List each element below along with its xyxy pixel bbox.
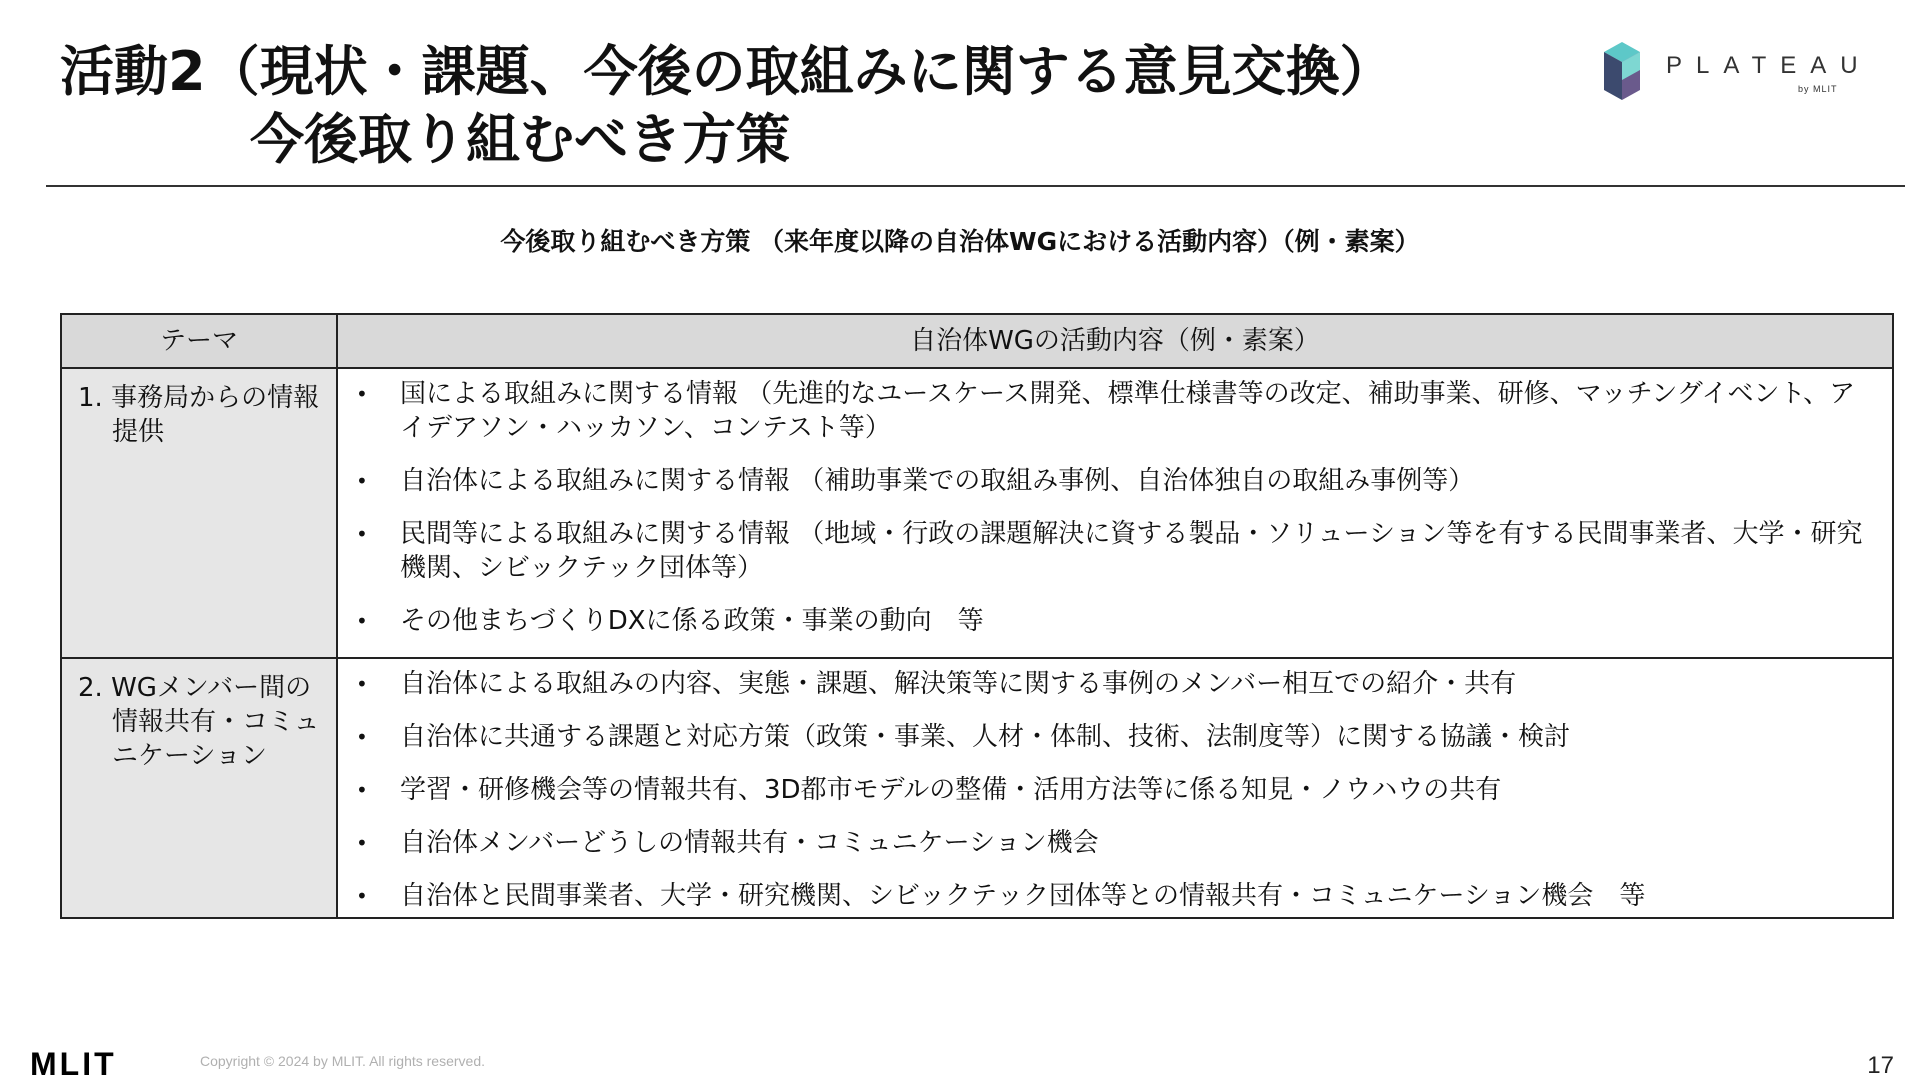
table-header-row	[61, 314, 1893, 368]
slide-title	[60, 38, 1394, 174]
list-item: • 自治体による取組みに関する情報 （補助事業での取組み事例、自治体独自の取組み事例等）	[356, 464, 1874, 498]
activity-list	[338, 369, 1892, 638]
list-item: • 民間等による取組みに関する情報 （地域・行政の課題解決に資する製品・ソリューション等を有する民間事業者、大学・研究機関、シビックテック団体等）	[356, 517, 1874, 585]
table-row	[61, 368, 1893, 658]
copyright-text: Copyright © 2024 by MLIT. All rights reserved.	[200, 1053, 485, 1069]
header-theme: テーマ	[61, 314, 337, 368]
activity-table	[60, 313, 1894, 919]
plateau-cube-icon	[1598, 40, 1648, 104]
page-number: 17	[1867, 1052, 1894, 1079]
theme-cell	[61, 658, 337, 918]
list-item: • 学習・研修機会等の情報共有、3D都市モデルの整備・活用方法等に係る知見・ノウハウの共有	[356, 773, 1874, 807]
list-item: • 自治体による取組みの内容、実態・課題、解決策等に関する事例のメンバー相互での紹介・共有	[356, 667, 1874, 701]
theme-cell	[61, 368, 337, 658]
theme-label: 2. WGメンバー間の情報共有・コミュニケーション	[78, 673, 320, 771]
list-item: • 自治体と民間事業者、大学・研究機関、シビックテック団体等との情報共有・コミュニケーション機会 等	[356, 879, 1874, 913]
theme-label: 1. 事務局からの情報提供	[78, 383, 320, 447]
list-item: • 自治体メンバーどうしの情報共有・コミュニケーション機会	[356, 826, 1874, 860]
header-activity: 自治体WGの活動内容（例・素案）	[337, 314, 1893, 368]
activity-list	[338, 659, 1892, 913]
slide-title-line2: 今後取り組むべき方策	[250, 108, 790, 171]
activity-cell	[337, 658, 1893, 918]
table-row	[61, 658, 1893, 918]
plateau-logo	[1598, 40, 1872, 112]
slide-title-line1: 活動2（現状・課題、今後の取組みに関する意見交換）	[60, 40, 1394, 103]
plateau-wordmark: PLATEAU	[1666, 52, 1872, 79]
plateau-sub: by MLIT	[1798, 84, 1838, 94]
list-item: • 国による取組みに関する情報 （先進的なユースケース開発、標準仕様書等の改定、補助事業、研修、マッチングイベント、アイデアソン・ハッカソン、コンテスト等）	[356, 377, 1874, 445]
mlit-logo: MLIT	[30, 1046, 117, 1082]
table-caption: 今後取り組むべき方策 （来年度以降の自治体WGにおける活動内容）（例・素案）	[500, 227, 1420, 256]
list-item: • 自治体に共通する課題と対応方策（政策・事業、人材・体制、技術、法制度等）に関する協議・検討	[356, 720, 1874, 754]
activity-cell	[337, 368, 1893, 658]
list-item: • その他まちづくりDXに係る政策・事業の動向 等	[356, 604, 1874, 638]
title-divider	[46, 185, 1905, 187]
